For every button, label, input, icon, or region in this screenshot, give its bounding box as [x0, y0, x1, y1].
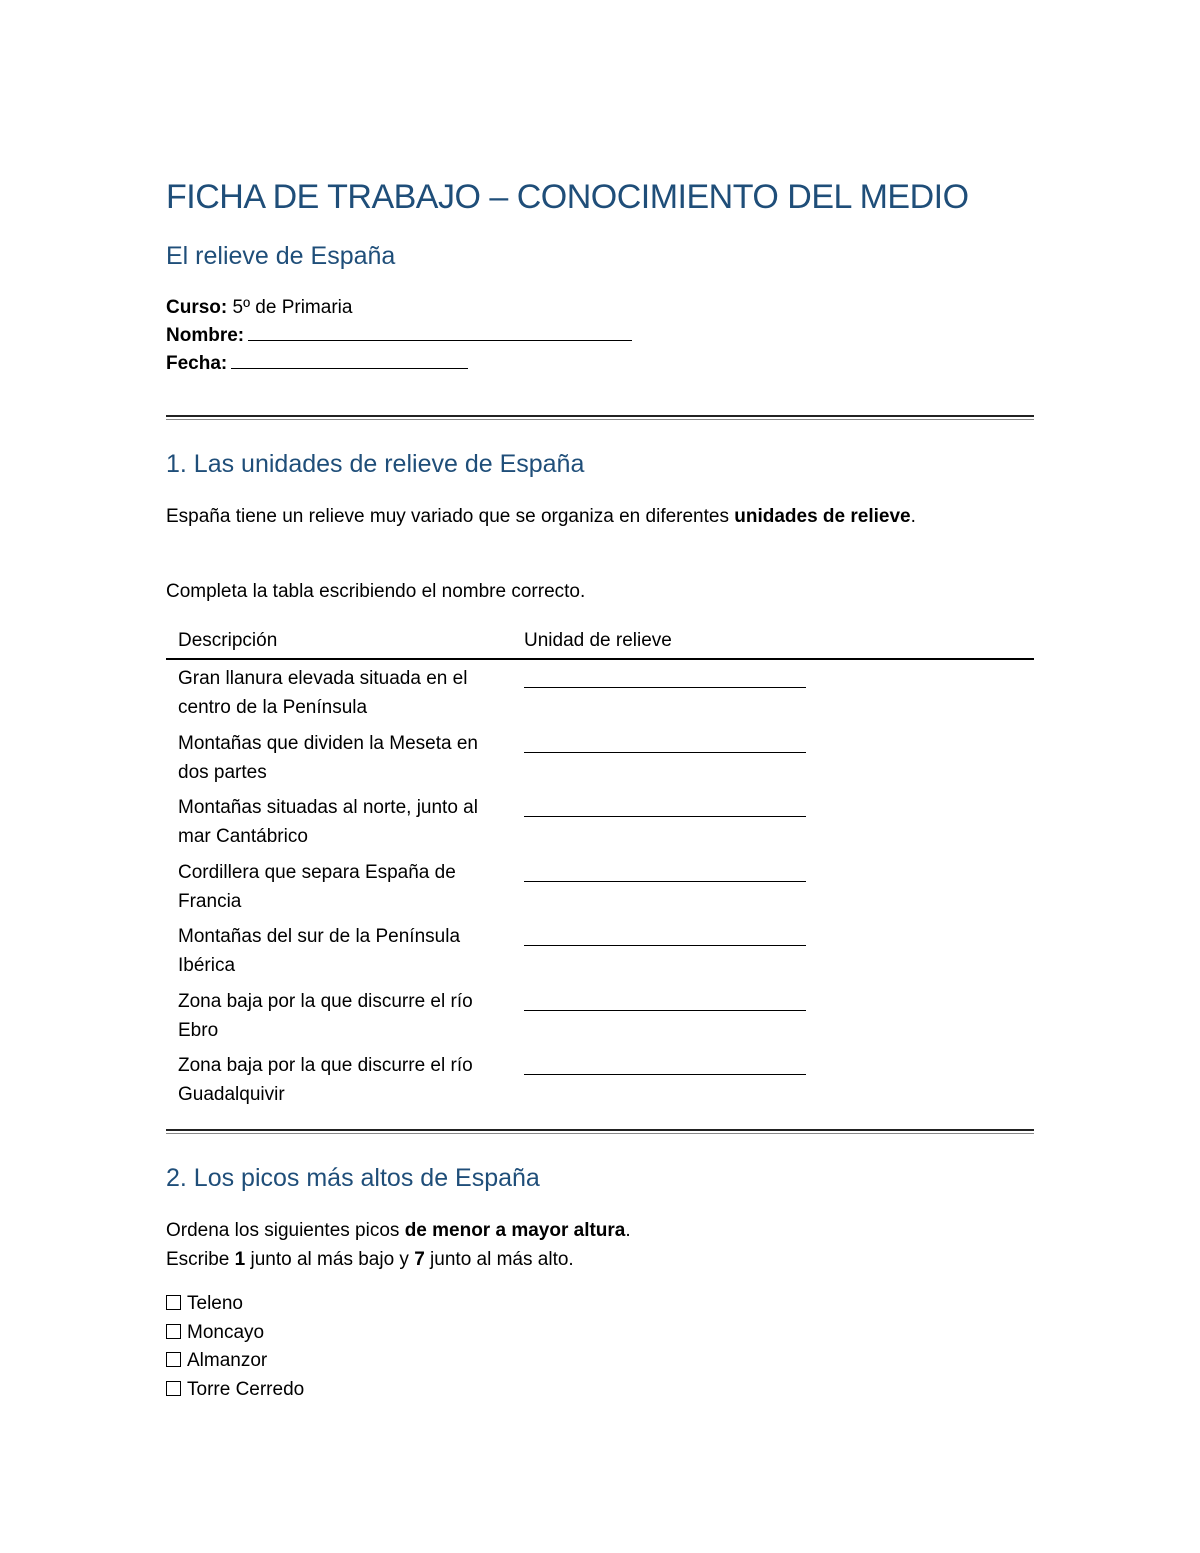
table-row [166, 983, 1034, 1048]
instr2-bold-7: 7 [414, 1249, 425, 1270]
section2-heading: 2. Los picos más altos de España [166, 1164, 540, 1192]
header-unidad: Unidad de relieve [524, 630, 672, 651]
section-divider [166, 415, 1034, 420]
fecha-line [166, 350, 468, 378]
checkbox-icon[interactable] [166, 1295, 181, 1310]
row-answer-blank[interactable] [524, 945, 806, 946]
instr1-text-2: . [625, 1220, 631, 1241]
section1-instruction: Completa la tabla escribiendo el nombre correcto. [166, 581, 586, 602]
peaks-list [166, 1290, 304, 1404]
table-row [166, 918, 1034, 983]
table-row [166, 660, 1034, 725]
row-description: Cordillera que separa España de Francia [178, 861, 456, 912]
section1-heading: 1. Las unidades de relieve de España [166, 450, 585, 478]
curso-value: 5º de Primaria [227, 297, 353, 318]
table-row [166, 854, 1034, 919]
peak-name: Almanzor [187, 1350, 268, 1371]
table-row [166, 725, 1034, 790]
list-item [166, 1376, 304, 1405]
row-description: Zona baja por la que discurre el río Ebro [178, 990, 473, 1041]
row-answer-blank[interactable] [524, 687, 806, 688]
row-answer-blank[interactable] [524, 881, 806, 882]
row-description: Montañas del sur de la Península Ibérica [178, 926, 461, 976]
intro-text-1: España tiene un relieve muy variado que se organiza en diferentes [166, 506, 735, 527]
row-answer-blank[interactable] [524, 816, 806, 817]
page-title: FICHA DE TRABAJO – CONOCIMIENTO DEL MEDIO [166, 178, 969, 216]
fecha-label: Fecha: [166, 353, 228, 374]
page-subtitle: El relieve de España [166, 242, 396, 270]
row-description: Gran llanura elevada situada en el centro de la Península [178, 668, 468, 718]
peak-name: Moncayo [187, 1321, 265, 1343]
relief-table [166, 628, 1034, 1112]
peak-name: Torre Cerredo [187, 1378, 305, 1400]
intro-text-2: . [910, 506, 916, 527]
instr1-bold: de menor a mayor altura [404, 1220, 626, 1241]
instr2-text-1: Escribe [166, 1249, 235, 1270]
peak-name: Teleno [187, 1293, 243, 1314]
intro-bold: unidades de relieve [734, 506, 911, 527]
table-row [166, 789, 1034, 854]
section-divider [166, 1129, 1034, 1134]
section2-instruction-1 [166, 1216, 986, 1245]
list-item [166, 1347, 304, 1376]
fecha-blank[interactable] [231, 350, 468, 369]
nombre-line [166, 322, 632, 350]
curso-line [166, 294, 352, 322]
instr2-text-2: junto al más bajo y [245, 1249, 415, 1270]
list-item [166, 1290, 304, 1319]
checkbox-icon[interactable] [166, 1352, 181, 1367]
section2-instruction-2 [166, 1245, 986, 1274]
row-description: Montañas situadas al norte, junto al mar Cantábrico [178, 797, 478, 847]
row-description: Montañas que dividen la Meseta en dos partes [178, 732, 478, 783]
checkbox-icon[interactable] [166, 1324, 181, 1339]
table-row [166, 1047, 1034, 1112]
header-descripcion: Descripción [178, 630, 278, 651]
list-item [166, 1319, 304, 1348]
curso-label: Curso: [166, 297, 228, 318]
checkbox-icon[interactable] [166, 1381, 181, 1396]
row-description: Zona baja por la que discurre el río Guadalquivir [178, 1055, 473, 1105]
row-answer-blank[interactable] [524, 1010, 806, 1011]
instr2-text-3: junto al más alto. [424, 1249, 574, 1270]
nombre-blank[interactable] [248, 322, 632, 341]
row-answer-blank[interactable] [524, 752, 806, 753]
table-header [166, 628, 1034, 660]
section1-intro [166, 502, 986, 531]
instr1-text-1: Ordena los siguientes picos [166, 1220, 405, 1241]
row-answer-blank[interactable] [524, 1074, 806, 1075]
nombre-label: Nombre: [166, 325, 245, 346]
instr2-bold-1: 1 [234, 1249, 246, 1270]
